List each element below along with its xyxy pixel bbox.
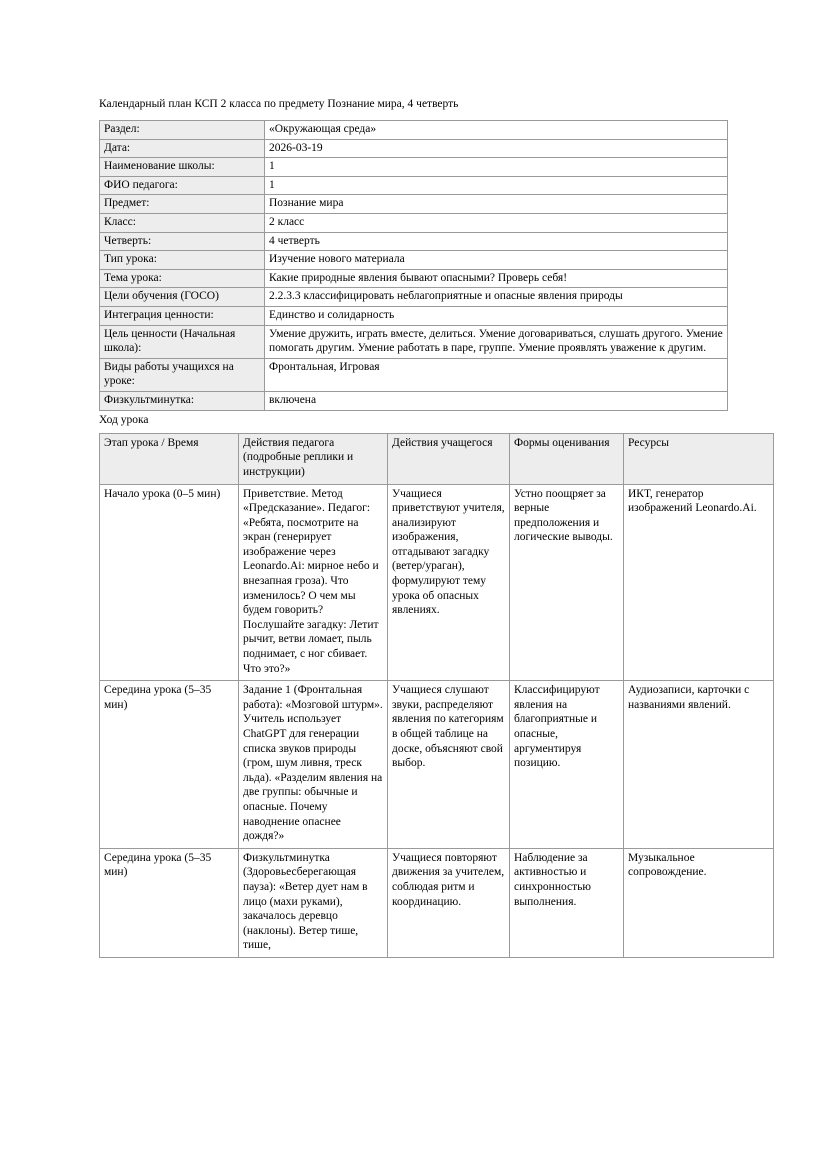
table-row [100,139,728,158]
column-header-teacher: Действия педагога (подробные реплики и инструкции) [239,433,388,484]
info-value: включена [265,391,728,410]
table-row [100,484,774,681]
cell-student: Учащиеся повторяют движения за учителем, соблюдая ритм и координацию. [388,848,510,957]
table-row [100,251,728,270]
info-label: Тема урока: [100,269,265,288]
column-header-assessment: Формы оценивания [510,433,624,484]
page-title: Календарный план КСП 2 класса по предмету Познание мира, 4 четверть [99,98,459,110]
info-label: Четверть: [100,232,265,251]
cell-resources: ИКТ, генератор изображений Leonardo.Ai. [624,484,774,681]
document-content [99,96,757,958]
column-header-stage: Этап урока / Время [100,433,239,484]
cell-resources: Музыкальное сопровождение. [624,848,774,957]
cell-assessment: Наблюдение за активностью и синхронностью выполнения. [510,848,624,957]
cell-stage: Середина урока (5–35 мин) [100,681,239,849]
table-row [100,325,728,358]
info-value: Фронтальная, Игровая [265,358,728,391]
info-value: 2.2.3.3 классифицировать неблагоприятные и опасные явления природы [265,288,728,307]
cell-resources: Аудиозаписи, карточки с названиями явлений. [624,681,774,849]
table-row [100,213,728,232]
info-value: Умение дружить, играть вместе, делиться. Умение договариваться, слушать другого. Умение помогать другим. Умение работать в паре, группе. Умение проявлять уважение к другим. [265,325,728,358]
table-row [100,848,774,957]
lesson-info-table [99,120,728,411]
table-row [100,288,728,307]
info-value: Единство и солидарность [265,306,728,325]
info-value: «Окружающая среда» [265,121,728,140]
info-value: Какие природные явления бывают опасными? Проверь себя! [265,269,728,288]
section-heading: Ход урока [99,413,149,426]
table-row [100,121,728,140]
column-header-resources: Ресурсы [624,433,774,484]
info-label: Класс: [100,213,265,232]
lesson-plan-table [99,433,774,958]
info-value: 2 класс [265,213,728,232]
info-label: ФИО педагога: [100,176,265,195]
cell-assessment: Классифицируют явления на благоприятные и опасные, аргументируя позицию. [510,681,624,849]
info-value: 2026-03-19 [265,139,728,158]
cell-teacher: Задание 1 (Фронтальная работа): «Мозговой штурм». Учитель использует ChatGPT для генерации списка звуков природы (гром, шум ливня, треск льда). «Разделим явления на две группы: обычные и опасные. Почему наводнение опаснее дождя?» [239,681,388,849]
cell-student: Учащиеся слушают звуки, распределяют явления по категориям в общей таблице на доске, объясняют свой выбор. [388,681,510,849]
cell-stage: Начало урока (0–5 мин) [100,484,239,681]
info-label: Дата: [100,139,265,158]
table-header-row [100,433,774,484]
info-label: Тип урока: [100,251,265,270]
cell-assessment: Устно поощряет за верные предположения и логические выводы. [510,484,624,681]
info-value: 4 четверть [265,232,728,251]
cell-teacher: Приветствие. Метод «Предсказание». Педагог: «Ребята, посмотрите на экран (генерирует изображение через Leonardo.Ai: мирное небо и внезапная гроза). Что изменилось? О чем мы будем говорить? Послушайте загадку: Летит рычит, ветви ломает, пыль поднимает, с ног сбивает. Что это?» [239,484,388,681]
info-label: Наименование школы: [100,158,265,177]
cell-student: Учащиеся приветствуют учителя, анализируют изображения, отгадывают загадку (ветер/ураган), формулируют тему урока об опасных явлениях. [388,484,510,681]
table-row [100,269,728,288]
info-value: Изучение нового материала [265,251,728,270]
info-label: Предмет: [100,195,265,214]
info-label: Интеграция ценности: [100,306,265,325]
info-label: Раздел: [100,121,265,140]
column-header-student: Действия учащегося [388,433,510,484]
table-row [100,306,728,325]
table-row [100,195,728,214]
table-row [100,358,728,391]
info-value: 1 [265,158,728,177]
info-label: Виды работы учащихся на уроке: [100,358,265,391]
table-row [100,158,728,177]
cell-teacher: Физкультминутка (Здоровьесберегающая пауза): «Ветер дует нам в лицо (махи руками), закачалось деревцо (наклоны). Ветер тише, тише, [239,848,388,957]
info-label: Цель ценности (Начальная школа): [100,325,265,358]
info-label: Цели обучения (ГОСО) [100,288,265,307]
info-value: Познание мира [265,195,728,214]
info-value: 1 [265,176,728,195]
cell-stage: Середина урока (5–35 мин) [100,848,239,957]
table-row [100,391,728,410]
table-row [100,232,728,251]
info-label: Физкультминутка: [100,391,265,410]
table-row [100,681,774,849]
table-row [100,176,728,195]
